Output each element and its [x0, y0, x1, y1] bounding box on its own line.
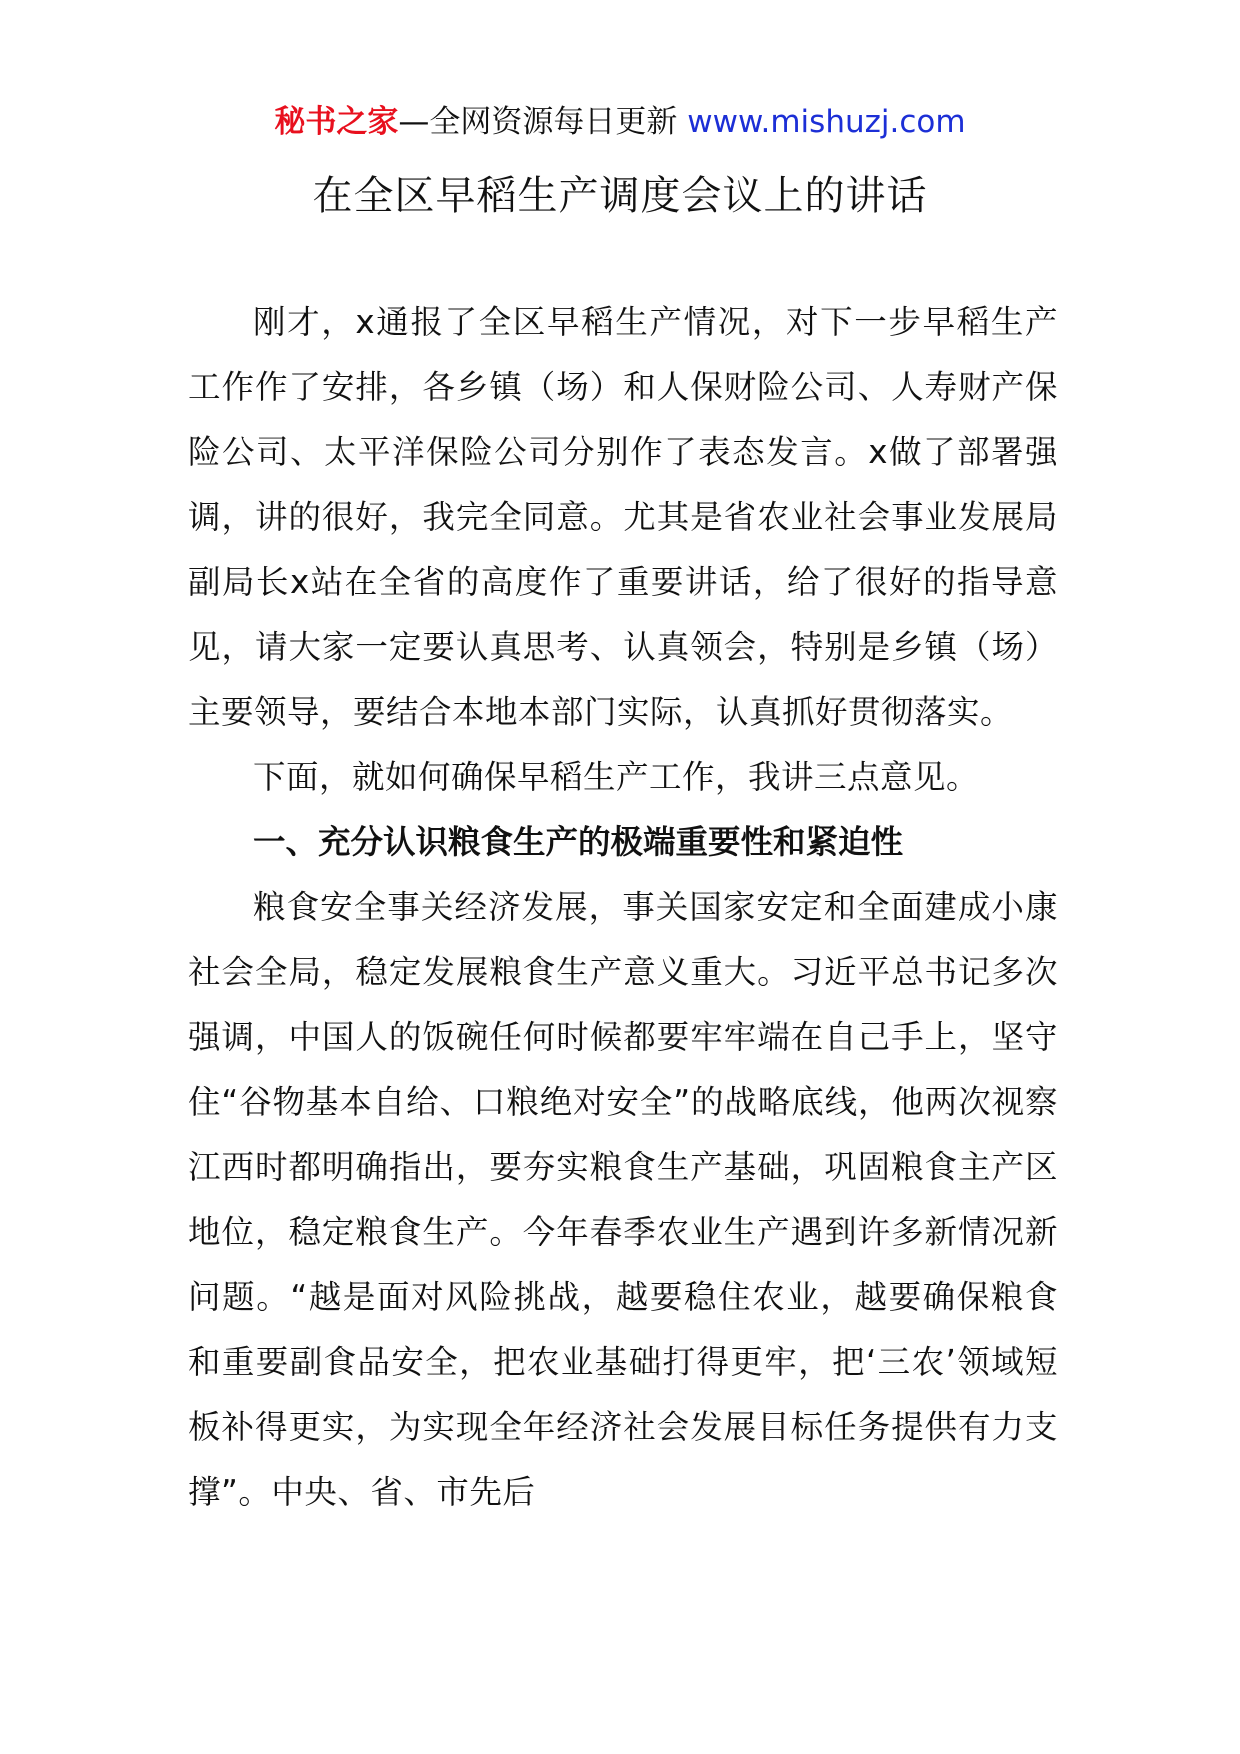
document-body: [188, 290, 1058, 1525]
paragraph-intro: 下面，就如何确保早稻生产工作，我讲三点意见。: [253, 758, 980, 796]
document-title: 在全区早稻生产调度会议上的讲话: [312, 173, 928, 219]
site-brand: 秘书之家: [274, 104, 399, 140]
paragraph-opening: 刚才，x通报了全区早稻生产情况，对下一步早稻生产工作作了安排，各乡镇（场）和人保财险公司、人寿财产保险公司、太平洋保险公司分别作了表态发言。x做了部署强调，讲的很好，我完全同意。尤其是省农业社会事业发展局副局长x站在全省的高度作了重要讲话，给了很好的指导意见，请大家一定要认真思考、认真领会，特别是乡镇（场）主要领导，要结合本地本部门实际，认真抓好贯彻落实。: [188, 303, 1058, 731]
site-url-link[interactable]: www.mishuzj.com: [687, 104, 966, 140]
paragraph-section-1: 粮食安全事关经济发展，事关国家安定和全面建成小康社会全局，稳定发展粮食生产意义重大。习近平总书记多次强调，中国人的饭碗任何时候都要牢牢端在自己手上，坚守住“谷物基本自给、口粮绝对安全”的战略底线，他两次视察江西时都明确指出，要夯实粮食生产基础，巩固粮食主产区地位，稳定粮食生产。今年春季农业生产遇到许多新情况新问题。“越是面对风险挑战，越要稳住农业，越要确保粮食和重要副食品安全，把农业基础打得更牢，把‘三农’领域短板补得更实，为实现全年经济社会发展目标任务提供有力支撑”。中央、省、市先后: [188, 888, 1058, 1511]
site-tagline: —全网资源每日更新: [398, 104, 688, 140]
section-heading-1: 一、充分认识粮食生产的极端重要性和紧迫性: [253, 823, 904, 861]
site-header: [0, 100, 1240, 144]
